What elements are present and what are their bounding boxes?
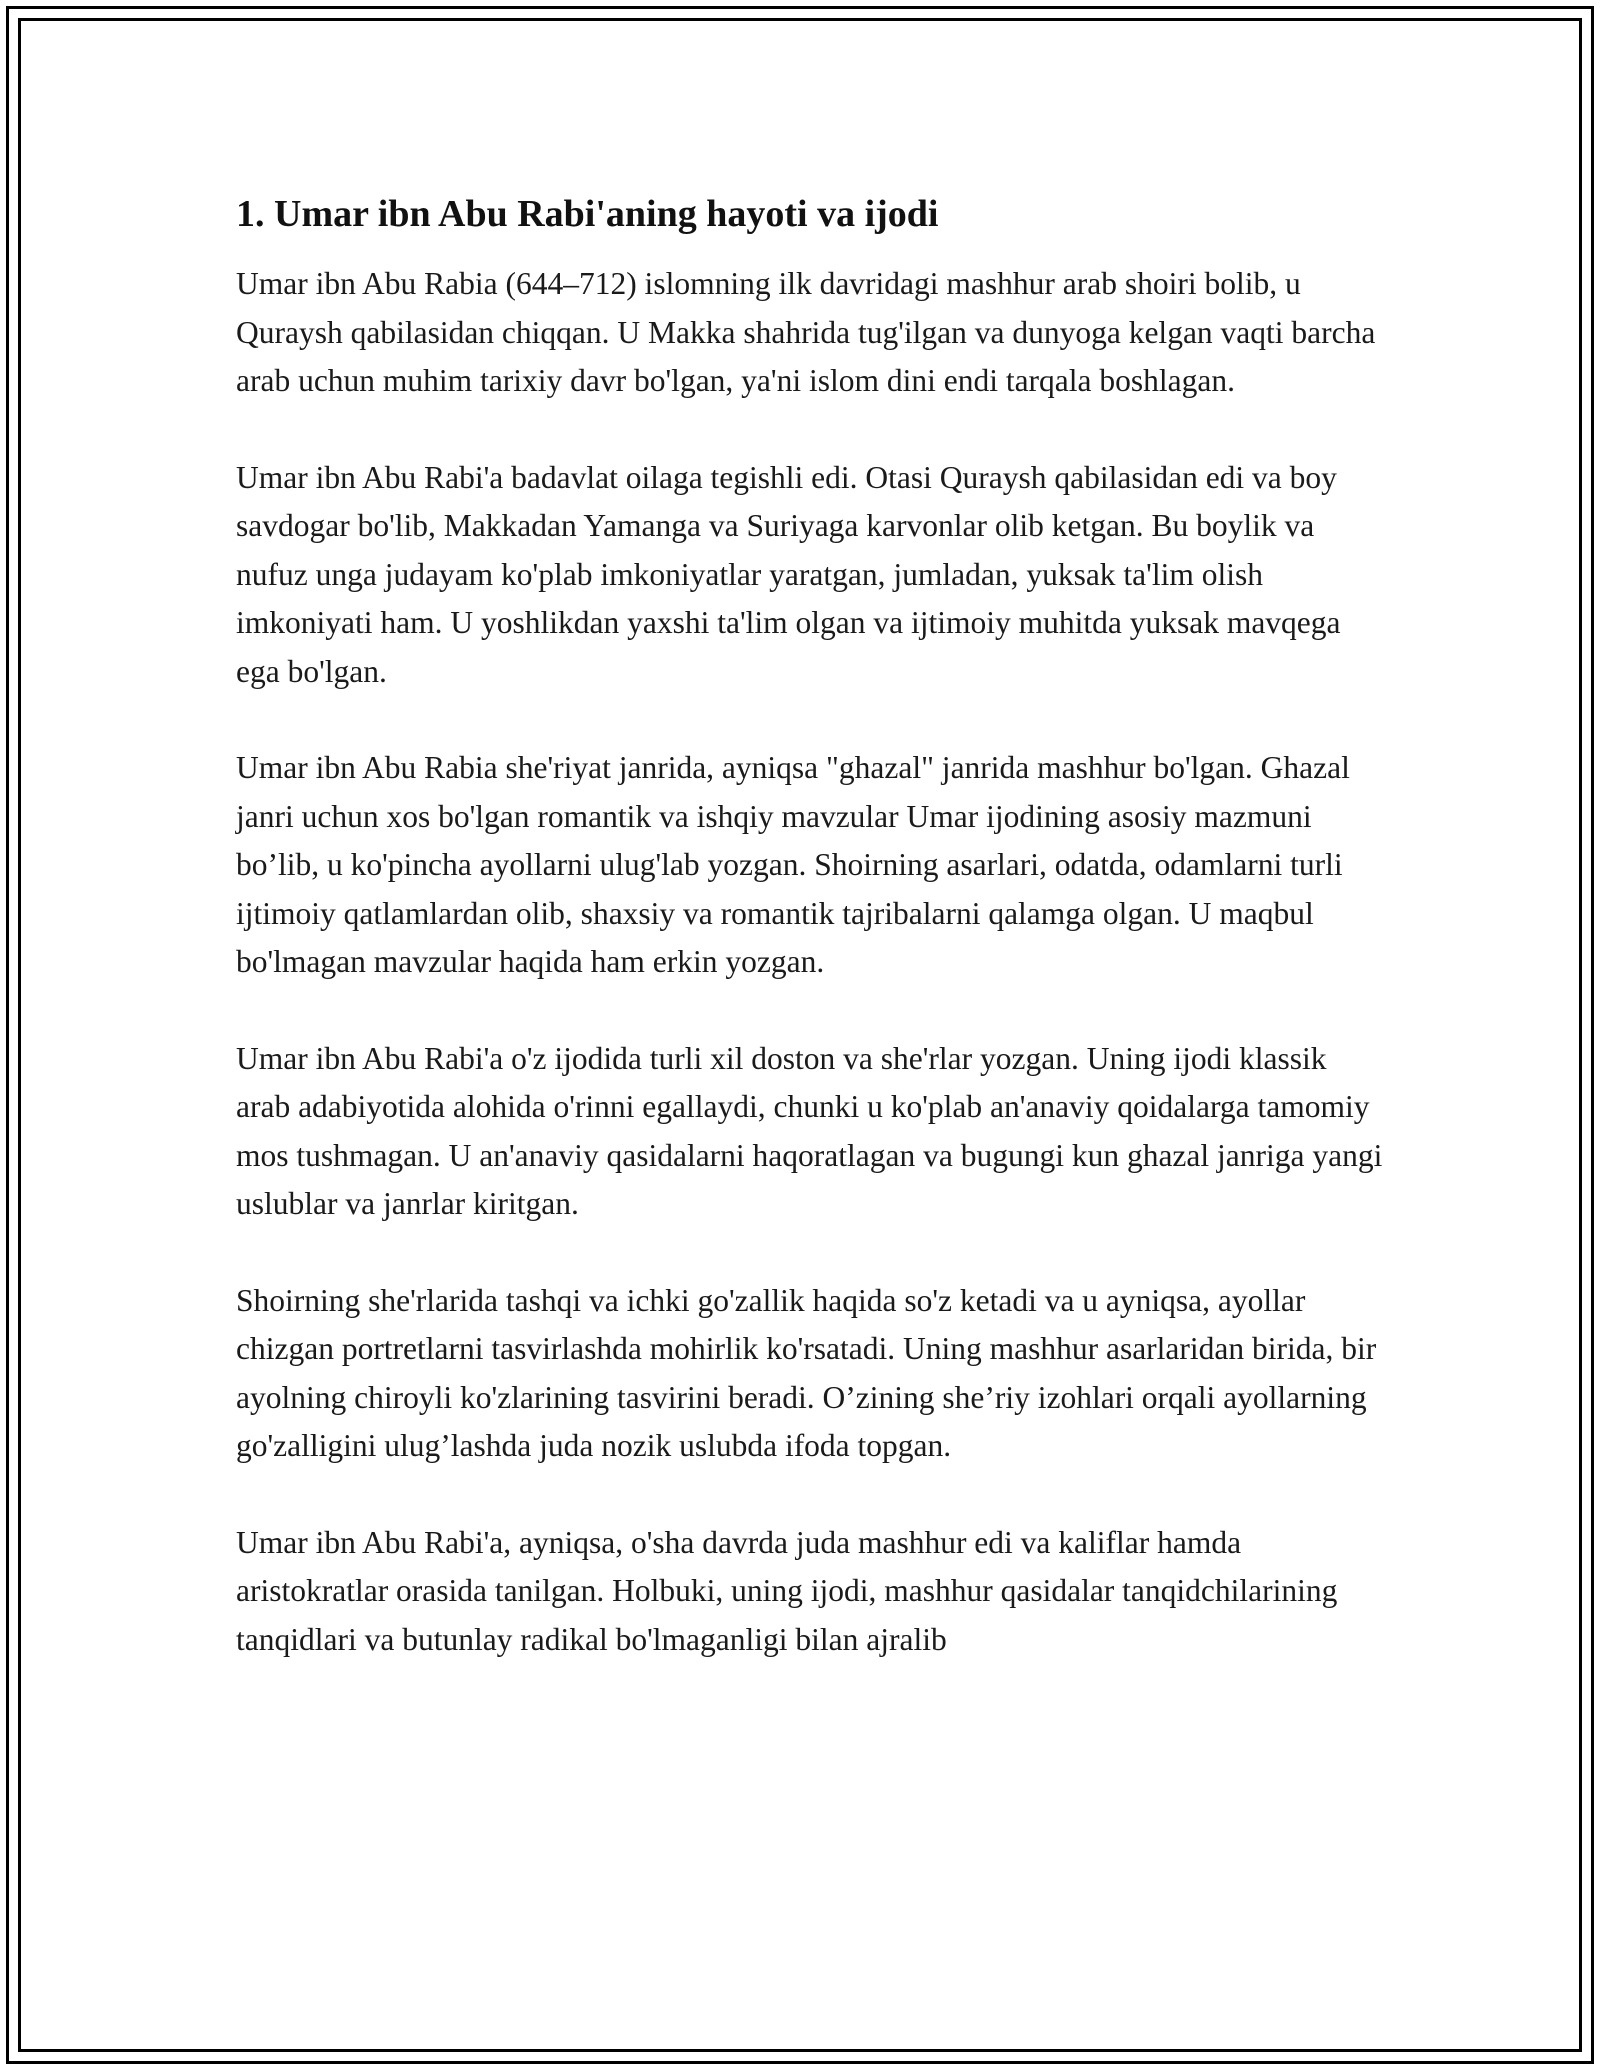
paragraph-1: Umar ibn Abu Rabia (644–712) islomning ilk davridagi mashhur arab shoiri bolib, u Quraysh qabilasidan chiqqan. U Makka shahrida tug'ilgan va dunyoga kelgan vaqti barcha arab uchun muhim tarixiy davr bo'lgan, ya'ni islom dini endi tarqala boshlagan. (236, 266, 1376, 398)
paragraph-3: Umar ibn Abu Rabia she'riyat janrida, ayniqsa "ghazal" janrida mashhur bo'lgan. Ghazal janri uchun xos bo'lgan romantik va ishqiy mavzular Umar ijodining asosiy mazmuni bo’lib, u ko'pincha ayollarni ulug'lab yozgan. Shoirning asarlari, odatda, odamlarni turli ijtimoiy qatlamlardan olib, shaxsiy va romantik tajribalarni qalamga olgan. U maqbul bo'lmagan mavzular haqida ham erkin yozgan. (236, 750, 1350, 979)
section-heading: 1. Umar ibn Abu Rabi'aning hayoti va ijodi (236, 193, 939, 235)
paragraph-6: Umar ibn Abu Rabi'a, ayniqsa, o'sha davrda juda mashhur edi va kaliflar hamda aristokratlar orasida tanilgan. Holbuki, uning ijodi, mashhur qasidalar tanqidchilarining tanqidlari va butunlay radikal bo'lmaganligi bilan ajralib (236, 1524, 1338, 1657)
paragraph-5: Shoirning she'rlarida tashqi va ichki go'zallik haqida so'z ketadi va u ayniqsa, ayollar chizgan portretlarni tasvirlashda mohirlik ko'rsatadi. Uning mashhur asarlaridan birida, bir ayolning chiroyli ko'zlarining tasvirini beradi. O’zining she’riy izohlari orqali ayollarning go'zalligini ulug’lashda juda nozik uslubda ifoda topgan. (236, 1282, 1377, 1463)
paragraph-4: Umar ibn Abu Rabi'a o'z ijodida turli xil doston va she'rlar yozgan. Uning ijodi klassik arab adabiyotida alohida o'rinni egallaydi, chunki u ko'plab an'anaviy qoidalarga tamomiy mos tushmagan. U an'anaviy qasidalarni haqoratlagan va bugungi kun ghazal janriga yangi uslublar va janrlar kiritgan. (236, 1040, 1383, 1221)
document-body (236, 190, 1386, 1712)
paragraph-2: Umar ibn Abu Rabi'a badavlat oilaga tegishli edi. Otasi Quraysh qabilasidan edi va boy savdogar bo'lib, Makkadan Yamanga va Suriyaga karvonlar olib ketgan. Bu boylik va nufuz unga judayam ko'plab imkoniyatlar yaratgan, jumladan, yuksak ta'lim olish imkoniyati ham. U yoshlikdan yaxshi ta'lim olgan va ijtimoiy muhitda yuksak mavqega ega bo'lgan. (236, 459, 1341, 689)
